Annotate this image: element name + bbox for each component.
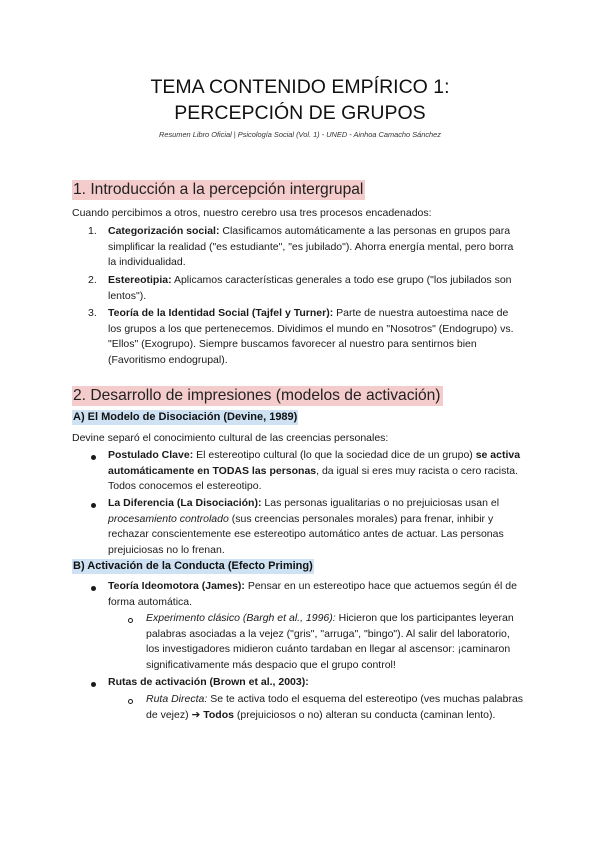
list-item-text: (sus creencias personales morales) para frenar, inhibir y rechazar conscientemente ese estereotipo automático antes de actuar. Las personas prejuiciosas no lo frenan.	[108, 512, 504, 556]
list-item-text: Las personas igualitarias o no prejuiciosas usan el	[261, 497, 500, 509]
sub-bullet-icon	[128, 618, 133, 623]
section1-intro: Cuando percibimos a otros, nuestro cerebro usa tres procesos encadenados:	[72, 207, 432, 219]
list-item	[108, 579, 524, 610]
sub-list-item	[146, 611, 524, 673]
list-item-text: , da igual si eres muy racista o cero racista. Todos conocemos el estereotipo.	[108, 464, 519, 492]
list-item-text: Pensar en un estereotipo hace que actuemos según él de forma automática.	[108, 580, 517, 608]
list-item	[108, 448, 524, 495]
list-item	[108, 496, 524, 558]
list-item-italic: procesamiento controlado	[108, 512, 229, 525]
sub-bullet-icon	[128, 699, 133, 704]
bullet-icon	[91, 586, 96, 591]
list-item-term: Teoría de la Identidad Social (Tajfel y Turner):	[108, 307, 334, 319]
list-item	[108, 306, 524, 368]
list-item	[108, 224, 524, 271]
list-item-term: Rutas de activación (Brown et al., 2003):	[108, 676, 309, 688]
sub-list-item-italic: Experimento clásico (Bargh et al., 1996):	[146, 612, 336, 624]
list-item	[108, 273, 524, 304]
list-number: 2.	[88, 274, 97, 286]
sub-list-item-text: (prejuiciosos o no) alteran su conducta (caminan lento).	[233, 708, 496, 721]
section2-heading: 2. Desarrollo de impresiones (modelos de activación)	[73, 387, 441, 404]
list-item-text: Clasificamos automáticamente a las personas en grupos para simplificar la realidad ("es estudiante", "es jubilado"). Ahorra energía mental, pero borra la individualidad.	[108, 225, 514, 268]
bullet-icon	[91, 503, 96, 508]
sub-list-item	[146, 692, 524, 723]
list-item-term: Estereotipia:	[108, 274, 172, 286]
subsection-a-heading: A) El Modelo de Disociación (Devine, 1989)	[73, 411, 298, 423]
sub-list-item-text: Se te activa todo el esquema del estereotipo (ves muchas palabras de vejez) ➔	[146, 693, 524, 721]
sub-list-item-text: Hicieron que los participantes leyeran palabras asociadas a la vejez ("gris", "arruga", "bingo"). Al salir del laboratorio, los investigadores midieron cuánto tardaban en llegar al ascensor: ¡caminaron significativamente más despacio que el grupo control!	[146, 612, 514, 671]
list-number: 3.	[88, 307, 97, 319]
list-item-text: Parte de nuestra autoestima nace de los grupos a los que pertenecemos. Dividimos el mundo en "Nosotros" (Endogrupo) vs. "Ellos" (Exogrupo). Siempre buscamos favorecer al nuestro para sentirnos bien (Favoritismo endogrupal).	[108, 307, 514, 366]
list-item-term: Postulado Clave:	[108, 449, 194, 461]
page-title-line1: TEMA CONTENIDO EMPÍRICO 1:	[150, 76, 450, 98]
list-item-text: Aplicamos características generales a todo ese grupo ("los jubilados son lentos").	[108, 274, 512, 302]
list-item-text: El estereotipo cultural (lo que la sociedad dice de un grupo)	[193, 449, 476, 461]
list-item-term: Teoría Ideomotora (James):	[108, 580, 245, 592]
list-item-emphasis: se activa automáticamente en TODAS las personas	[108, 449, 521, 477]
subsection-b-heading: B) Activación de la Conducta (Efecto Priming)	[73, 560, 313, 572]
sub-list-item-emphasis: Todos	[203, 708, 234, 721]
page-subtitle: Resumen Libro Oficial | Psicología Social (Vol. 1) - UNED - Ainhoa Camacho Sánchez	[159, 130, 441, 139]
list-item-term: La Diferencia (La Disociación):	[108, 497, 262, 509]
sub-list-item-italic: Ruta Directa:	[146, 693, 208, 705]
section1-heading: 1. Introducción a la percepción intergrupal	[73, 181, 364, 198]
page-title-line2: PERCEPCIÓN DE GRUPOS	[174, 102, 426, 124]
bullet-icon	[91, 455, 96, 460]
bullet-icon	[91, 682, 96, 687]
list-item-term: Categorización social:	[108, 225, 220, 237]
list-item	[108, 675, 524, 691]
list-number: 1.	[88, 225, 97, 237]
subsection-a-intro: Devine separó el conocimiento cultural de las creencias personales:	[72, 432, 389, 444]
